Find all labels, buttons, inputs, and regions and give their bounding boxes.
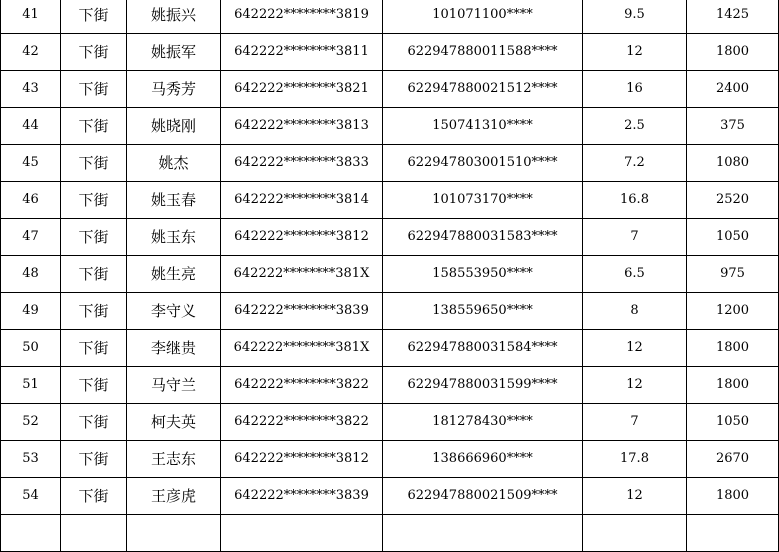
area-cell: 12: [583, 330, 687, 367]
name-cell: 姚杰: [127, 145, 221, 182]
amount-cell: 1200: [687, 293, 779, 330]
name-cell: 王志东: [127, 441, 221, 478]
village-cell: 下街: [61, 219, 127, 256]
account-number-cell: 158553950****: [383, 256, 583, 293]
area-cell: 7: [583, 404, 687, 441]
id-number-cell: 642222********3812: [221, 441, 383, 478]
village-cell: 下街: [61, 256, 127, 293]
area-cell: 16: [583, 71, 687, 108]
name-cell: 李守义: [127, 293, 221, 330]
row-number-cell: 49: [1, 293, 61, 330]
table-row: [1, 145, 779, 182]
account-number-cell: 622947880031599****: [383, 367, 583, 404]
area-cell: 12: [583, 34, 687, 71]
amount-cell: 1800: [687, 34, 779, 71]
area-cell: 7: [583, 219, 687, 256]
table-row: [1, 330, 779, 367]
village-cell: 下街: [61, 182, 127, 219]
account-number-cell: 138666960****: [383, 441, 583, 478]
table-body: [1, 0, 779, 552]
table-row: [1, 256, 779, 293]
area-cell: 12: [583, 478, 687, 515]
empty-cell: [61, 515, 127, 552]
name-cell: 姚生亮: [127, 256, 221, 293]
row-number-cell: 50: [1, 330, 61, 367]
empty-cell: [127, 515, 221, 552]
id-number-cell: 642222********3813: [221, 108, 383, 145]
id-number-cell: 642222********3839: [221, 478, 383, 515]
id-number-cell: 642222********3822: [221, 404, 383, 441]
id-number-cell: 642222********3814: [221, 182, 383, 219]
account-number-cell: 181278430****: [383, 404, 583, 441]
area-cell: 9.5: [583, 0, 687, 34]
account-number-cell: 150741310****: [383, 108, 583, 145]
row-number-cell: 48: [1, 256, 61, 293]
village-cell: 下街: [61, 108, 127, 145]
empty-cell: [383, 515, 583, 552]
name-cell: 柯夫英: [127, 404, 221, 441]
table-row: [1, 293, 779, 330]
row-number-cell: 43: [1, 71, 61, 108]
id-number-cell: 642222********3821: [221, 71, 383, 108]
account-number-cell: 101073170****: [383, 182, 583, 219]
amount-cell: 375: [687, 108, 779, 145]
amount-cell: 2400: [687, 71, 779, 108]
village-cell: 下街: [61, 330, 127, 367]
area-cell: 12: [583, 367, 687, 404]
account-number-cell: 622947880021509****: [383, 478, 583, 515]
amount-cell: 2670: [687, 441, 779, 478]
id-number-cell: 642222********3811: [221, 34, 383, 71]
id-number-cell: 642222********381X: [221, 330, 383, 367]
name-cell: 马秀芳: [127, 71, 221, 108]
village-cell: 下街: [61, 293, 127, 330]
table-row-partial: [1, 515, 779, 552]
table-row: [1, 34, 779, 71]
name-cell: 姚晓刚: [127, 108, 221, 145]
village-cell: 下街: [61, 145, 127, 182]
empty-cell: [1, 515, 61, 552]
table-row: [1, 404, 779, 441]
name-cell: 姚玉春: [127, 182, 221, 219]
id-number-cell: 642222********3812: [221, 219, 383, 256]
table-row: [1, 367, 779, 404]
empty-cell: [221, 515, 383, 552]
table-row: [1, 478, 779, 515]
row-number-cell: 45: [1, 145, 61, 182]
village-cell: 下街: [61, 367, 127, 404]
amount-cell: 1080: [687, 145, 779, 182]
area-cell: 7.2: [583, 145, 687, 182]
table-row: [1, 219, 779, 256]
village-cell: 下街: [61, 478, 127, 515]
name-cell: 李继贵: [127, 330, 221, 367]
row-number-cell: 46: [1, 182, 61, 219]
name-cell: 王彦虎: [127, 478, 221, 515]
amount-cell: 1800: [687, 367, 779, 404]
village-cell: 下街: [61, 404, 127, 441]
row-number-cell: 47: [1, 219, 61, 256]
row-number-cell: 41: [1, 0, 61, 34]
amount-cell: 1800: [687, 330, 779, 367]
table-row: [1, 108, 779, 145]
amount-cell: 1050: [687, 404, 779, 441]
amount-cell: 2520: [687, 182, 779, 219]
account-number-cell: 622947880031584****: [383, 330, 583, 367]
village-cell: 下街: [61, 71, 127, 108]
account-number-cell: 622947880021512****: [383, 71, 583, 108]
id-number-cell: 642222********3839: [221, 293, 383, 330]
amount-cell: 1425: [687, 0, 779, 34]
table-row: [1, 182, 779, 219]
name-cell: 姚玉东: [127, 219, 221, 256]
account-number-cell: 138559650****: [383, 293, 583, 330]
empty-cell: [687, 515, 779, 552]
amount-cell: 1050: [687, 219, 779, 256]
id-number-cell: 642222********381X: [221, 256, 383, 293]
area-cell: 8: [583, 293, 687, 330]
name-cell: 姚振军: [127, 34, 221, 71]
amount-cell: 1800: [687, 478, 779, 515]
village-cell: 下街: [61, 0, 127, 34]
row-number-cell: 54: [1, 478, 61, 515]
area-cell: 6.5: [583, 256, 687, 293]
village-cell: 下街: [61, 441, 127, 478]
id-number-cell: 642222********3822: [221, 367, 383, 404]
amount-cell: 975: [687, 256, 779, 293]
row-number-cell: 53: [1, 441, 61, 478]
account-number-cell: 101071100****: [383, 0, 583, 34]
area-cell: 16.8: [583, 182, 687, 219]
village-cell: 下街: [61, 34, 127, 71]
empty-cell: [583, 515, 687, 552]
table-row: [1, 0, 779, 34]
row-number-cell: 51: [1, 367, 61, 404]
name-cell: 姚振兴: [127, 0, 221, 34]
row-number-cell: 52: [1, 404, 61, 441]
account-number-cell: 622947880031583****: [383, 219, 583, 256]
row-number-cell: 44: [1, 108, 61, 145]
account-number-cell: 622947880011588****: [383, 34, 583, 71]
id-number-cell: 642222********3833: [221, 145, 383, 182]
name-cell: 马守兰: [127, 367, 221, 404]
row-number-cell: 42: [1, 34, 61, 71]
account-number-cell: 622947803001510****: [383, 145, 583, 182]
table-row: [1, 71, 779, 108]
area-cell: 17.8: [583, 441, 687, 478]
area-cell: 2.5: [583, 108, 687, 145]
table-row: [1, 441, 779, 478]
id-number-cell: 642222********3819: [221, 0, 383, 34]
